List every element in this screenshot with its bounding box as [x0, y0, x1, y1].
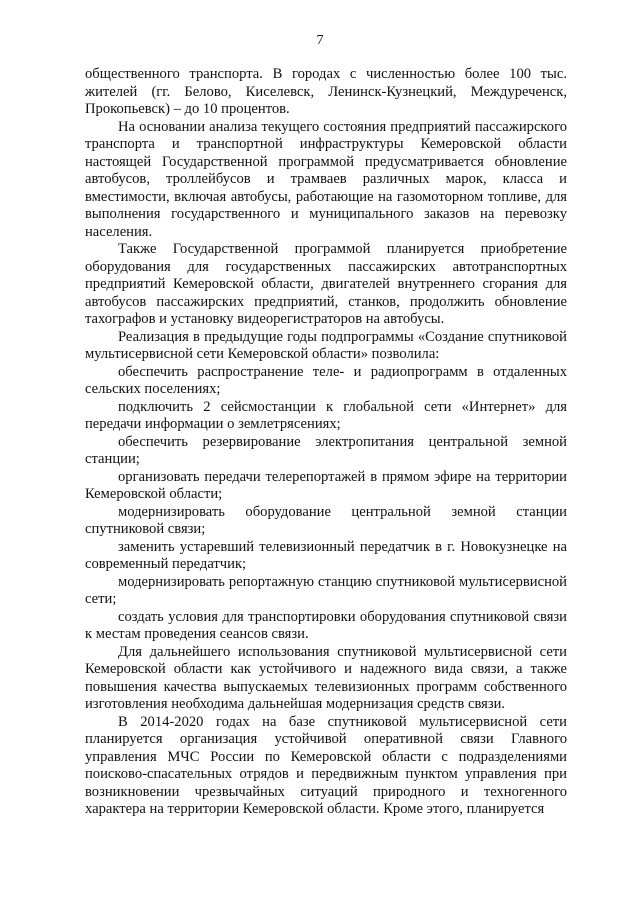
document-body [85, 66, 567, 819]
page-number: 7 [316, 33, 324, 48]
paragraph: заменить устаревший телевизионный передатчик в г. Новокузнецке на современный передатчик; [85, 538, 567, 572]
paragraph: обеспечить распространение теле- и радиопрограмм в отдаленных сельских поселениях; [85, 363, 567, 397]
paragraph: Для дальнейшего использования спутниковой мультисервисной сети Кемеровской области как устойчивого и надежного вида связи, а также повышения качества выпускаемых телевизионных программ собственного изготовления необходима дальнейшая модернизация средств связи. [85, 643, 567, 712]
paragraph: модернизировать репортажную станцию спутниковой мультисервисной сети; [85, 573, 567, 607]
paragraph: подключить 2 сейсмостанции к глобальной сети «Интернет» для передачи информации о землетрясениях; [85, 398, 567, 432]
paragraph: На основании анализа текущего состояния предприятий пассажирского транспорта и транспортной инфраструктуры Кемеровской области настоящей Государственной программой предусматривается обновление автобусов, троллейбусов и трамваев различных марок, класса и вместимости, включая автобусы, работающие на газомоторном топливе, для выполнения государственного и муниципального заказов на перевозку населения. [85, 118, 567, 240]
paragraph: Реализация в предыдущие годы подпрограммы «Создание спутниковой мультисервисной сети Кемеровской области» позволила: [85, 328, 567, 362]
paragraph: общественного транспорта. В городах с численностью более 100 тыс. жителей (гг. Белово, Киселевск, Ленинск-Кузнецкий, Междуреченск, Прокопьевск) – до 10 процентов. [85, 66, 567, 117]
paragraph: Также Государственной программой планируется приобретение оборудования для государственных пассажирских автотранспортных предприятий Кемеровской области, двигателей внутреннего сгорания для автобусов пассажирских предприятий, станков, продолжить обновление тахографов и установку видеорегистраторов на автобусы. [85, 241, 567, 327]
paragraph: обеспечить резервирование электропитания центральной земной станции; [85, 433, 567, 467]
paragraph: В 2014-2020 годах на базе спутниковой мультисервисной сети планируется организация устойчивой оперативной связи Главного управления МЧС России по Кемеровской области с подразделениями поисково-спасательных отрядов и передвижным пунктом управления при возникновении чрезвычайных ситуаций природного и техногенного характера на территории Кемеровской области. Кроме этого, планируется [85, 713, 567, 817]
paragraph: организовать передачи телерепортажей в прямом эфире на территории Кемеровской области; [85, 468, 567, 502]
paragraph: создать условия для транспортировки оборудования спутниковой связи к местам проведения сеансов связи. [85, 608, 567, 642]
paragraph: модернизировать оборудование центральной земной станции спутниковой связи; [85, 503, 567, 537]
